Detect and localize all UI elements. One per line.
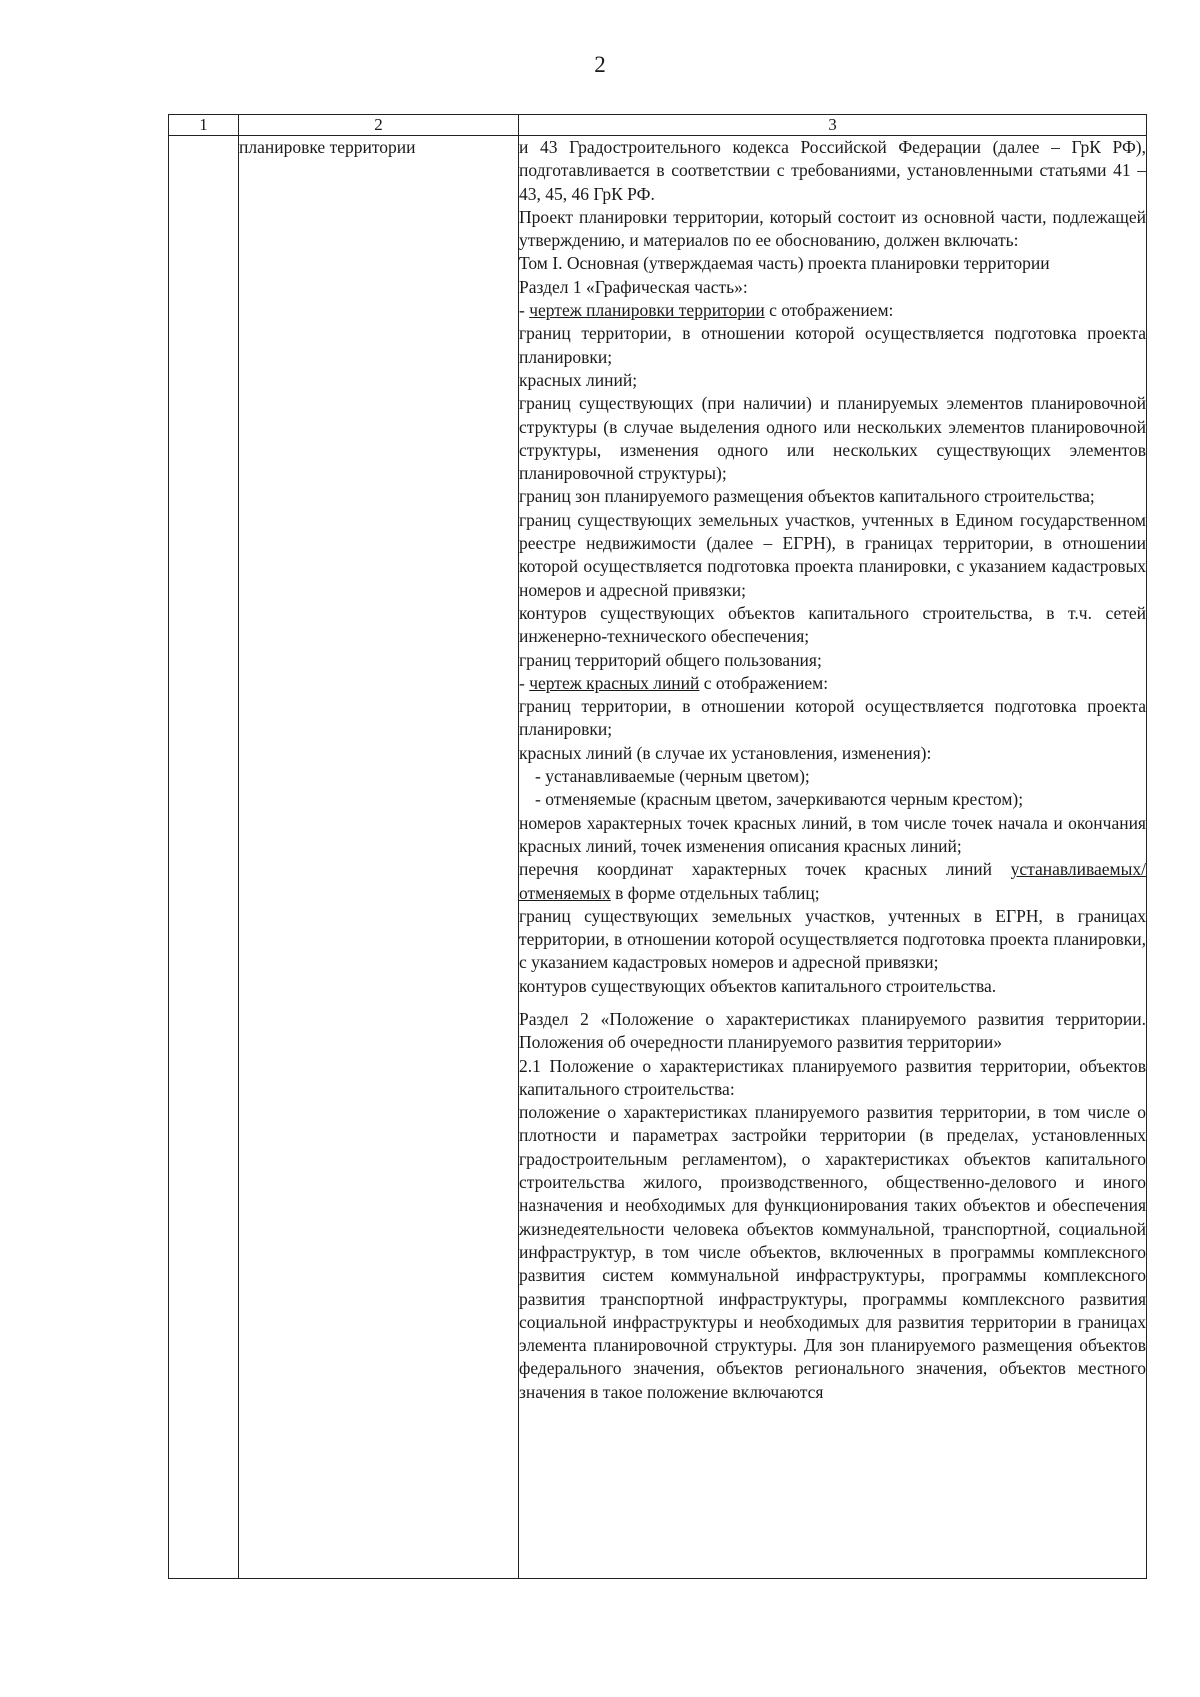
paragraph: Проект планировки территории, который состоит из основной части, подлежащей утверждению, и материалов по ее обоснованию, должен включать: — [519, 206, 1146, 251]
table-row — [169, 136, 1147, 1579]
paragraph: номеров характерных точек красных линий, в том числе точек начала и окончания красных линий, точек изменения описания красных линий; — [519, 812, 1146, 856]
paragraph: контуров существующих объектов капитального строительства, в т.ч. сетей инженерно-технического обеспечения; — [519, 602, 1146, 647]
list-text: с отображением: — [699, 672, 829, 693]
column-header-2: 2 — [239, 115, 519, 136]
text-span: в форме отдельных таблиц; — [610, 882, 820, 903]
cell-col1 — [169, 136, 239, 1579]
page-number: 2 — [594, 52, 606, 77]
paragraph: границ существующих (при наличии) и планируемых элементов планировочной структуры (в случае выделения одного или нескольких элементов планировочной структуры, изменения одного или нескольких существующих элементов планировочной структуры); — [519, 393, 1146, 484]
list-dash: - — [519, 300, 530, 321]
paragraph: границ территорий общего пользования; — [519, 649, 822, 670]
underlined-term: чертеж красных линий — [529, 672, 700, 693]
paragraph: границ зон планируемого размещения объектов капитального строительства; — [519, 486, 1095, 507]
underlined-term: чертеж планировки территории — [529, 300, 765, 321]
sub-list-item: - отменяемые (красным цветом, зачеркиваются черным крестом); — [535, 789, 1024, 810]
column-header-3: 3 — [519, 115, 1147, 136]
section-heading: Раздел 1 «Графическая часть»: — [519, 276, 748, 297]
list-dash: - — [519, 672, 530, 693]
paragraph: положение о характеристиках планируемого развития территории, в том числе о плотности и параметрах застройки территории (в пределах, установленных градостроительным регламентом), о характеристиках объектов капитального строительства жилого, производственного, общественно-делового и иного назначения и необходимых для функционирования таких объектов и обеспечения жизнедеятельности человека объектов коммунальной, транспортной, социальной инфраструктур, в том числе объектов, включенных в программы комплексного развития систем коммунальной инфраструктуры, программы комплексного развития транспортной инфраструктуры, программы комплексного развития социальной инфраструктуры и необходимых для развития территории в границах элемента планировочной структуры. Для зон планируемого размещения объектов федерального значения, объектов регионального значения, объектов местного значения в такое положение включаются — [519, 1102, 1146, 1402]
paragraph — [519, 858, 1146, 905]
paragraph: границ территории, в отношении которой осуществляется подготовка проекта планировки; — [519, 696, 1146, 740]
section-heading: Раздел 2 «Положение о характеристиках планируемого развития территории. Положения об очередности планируемого развития территории» — [519, 1008, 1146, 1053]
paragraph: границ территории, в отношении которой осуществляется подготовка проекта планировки; — [519, 323, 1146, 367]
volume-heading: Том I. Основная (утверждаемая часть) проекта планировки территории — [519, 253, 1050, 274]
requirements-table — [168, 114, 1147, 1579]
paragraph: красных линий; — [519, 369, 638, 390]
paragraph: красных линий (в случае их установления, изменения): — [519, 742, 932, 763]
list-item — [519, 672, 1146, 695]
cell-col2-topic: планировке территории — [239, 136, 519, 1579]
table-header-row — [169, 115, 1147, 136]
paragraph: границ существующих земельных участков, учтенных в ЕГРН, в границах территории, в отношении которой осуществляется подготовка проекта планировки, с указанием кадастровых номеров и адресной привязки; — [519, 905, 1146, 973]
paragraph: границ существующих земельных участков, учтенных в Едином государственном реестре недвижимости (далее – ЕГРН), в границах территории, в отношении которой осуществляется подготовка проекта планировки, с указанием кадастровых номеров и адресной привязки; — [519, 509, 1146, 600]
paragraph: контуров существующих объектов капитального строительства. — [519, 975, 997, 996]
cell-col3-requirements — [519, 136, 1147, 1579]
subsection-heading: 2.1 Положение о характеристиках планируемого развития территории, объектов капитального строительства: — [519, 1055, 1146, 1099]
list-item — [519, 299, 1146, 322]
text-span: перечня координат характерных точек красных линий — [519, 859, 1011, 880]
sub-list-item: - устанавливаемые (черным цветом); — [535, 766, 810, 787]
column-header-1: 1 — [169, 115, 239, 136]
paragraph: и 43 Градостроительного кодекса Российской Федерации (далее – ГрК РФ), подготавливается в соответствии с требованиями, установленными статьями 41 – 43, 45, 46 ГрК РФ. — [519, 137, 1146, 204]
list-text: с отображением: — [764, 300, 894, 321]
underlined-term: устанавливаемых/отменяемых — [519, 859, 1146, 903]
